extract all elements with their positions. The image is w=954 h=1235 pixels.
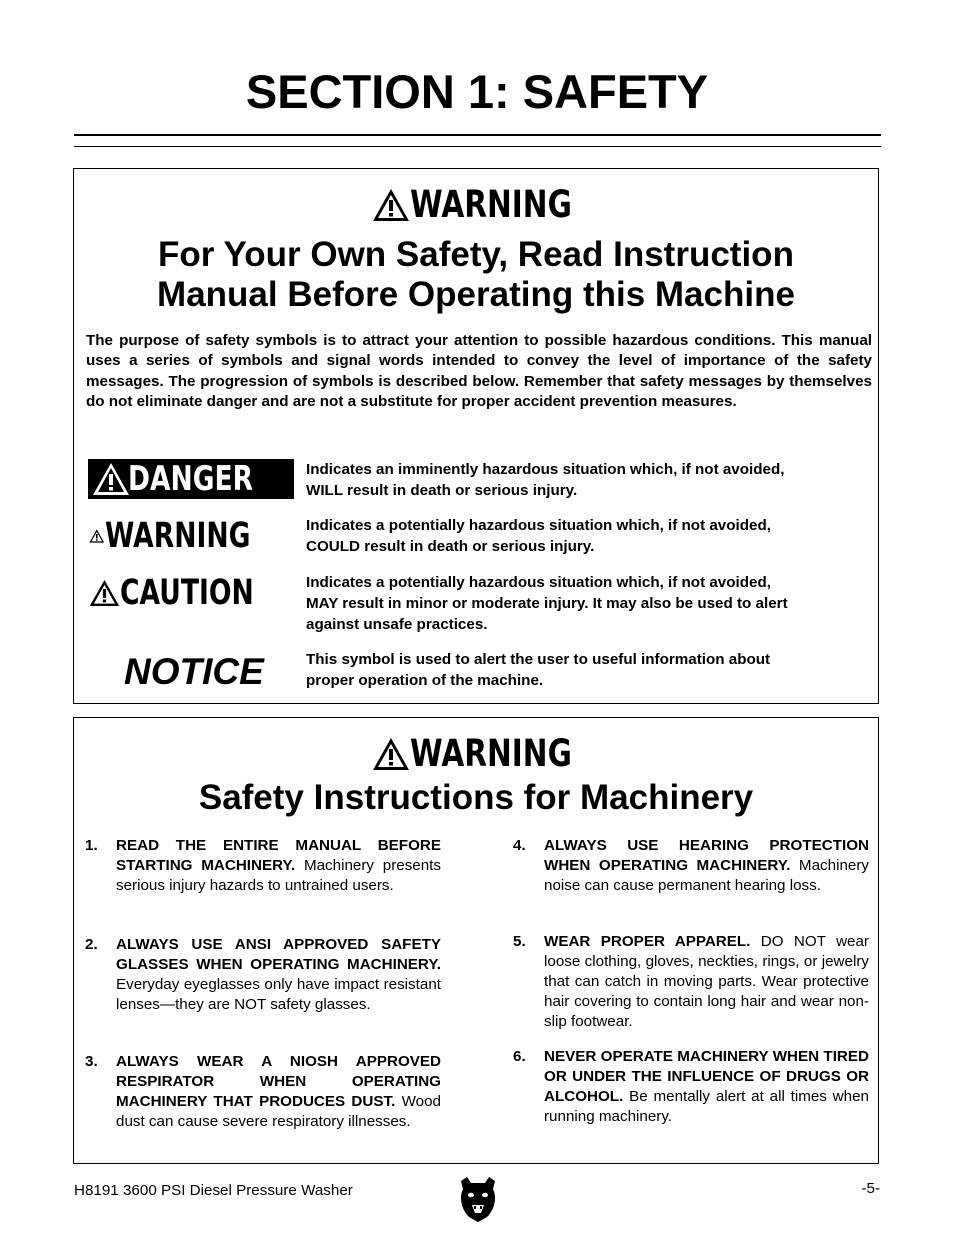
instructions-left-column: 1. READ THE ENTIRE MANUAL BEFORE STARTING MACHINERY. Machinery presents serious injury hazards to untrained users. 2. ALWAYS USE ANSI APPROVED SAFETY GLASSES WHEN OPERATING MACHINERY. Everyday eyeglasses only have impact resistant lenses—they are NOT safety glasses. 3. ALWAYS WEAR A NIOSH APPROVED RESPIRATOR WHEN OPERATING MACHINERY THAT PRODUCES DUST. Wood dust can cause severe respiratory illnesses.	[85, 837, 441, 1130]
warning-heading	[74, 732, 878, 776]
hazard-triangle-icon	[372, 188, 410, 222]
hazard-triangle-icon	[89, 520, 105, 552]
warning-symbol: WARNING	[86, 515, 296, 557]
warning-word: WARNING	[410, 732, 572, 775]
warning-word: WARNING	[410, 183, 572, 226]
hazard-triangle-icon	[92, 462, 130, 496]
hazard-triangle-icon	[89, 577, 120, 609]
danger-description: Indicates an imminently hazardous situation which, if not avoided, WILL result in death or serious injury.	[306, 461, 785, 499]
title-rule-thin	[74, 146, 881, 147]
danger-symbol: DANGER	[86, 459, 296, 501]
safety-symbols-box	[73, 168, 879, 704]
instructions-right-column: 4. ALWAYS USE HEARING PROTECTION WHEN OPERATING MACHINERY. Machinery noise can cause permanent hearing loss. 5. WEAR PROPER APPAREL. DO NOT wear loose clothing, gloves, neckties, rings, or jewelry that can catch in moving parts. Wear protective hair covering to contain long hair and wear non-slip footwear. 6. NEVER OPERATE MACHINERY WHEN TIRED OR UNDER THE INFLUENCE OF DRUGS OR ALCOHOL. Be mentally alert at all times when running machinery.	[513, 837, 869, 1125]
caution-description: Indicates a potentially hazardous situation which, if not avoided, MAY result in minor or moderate injury. It may also be used to alert against unsafe practices.	[306, 574, 788, 633]
page-title: SECTION 1: SAFETY	[245, 65, 709, 118]
box1-title: For Your Own Safety, Read Instruction Manual Before Operating this Machine	[157, 235, 795, 314]
intro-paragraph: The purpose of safety symbols is to attract your attention to possible hazardous conditions. This manual uses a series of symbols and signal words intended to convey the level of importance of the safety messages. The progression of symbols is described below. Remember that safety messages by themselves do not eliminate danger and are not a substitute for proper accident prevention measures.	[86, 332, 872, 410]
notice-description: This symbol is used to alert the user to useful information about proper operation of the machine.	[306, 651, 771, 689]
caution-symbol: CAUTION	[86, 572, 296, 614]
notice-symbol: NOTICE	[124, 651, 264, 692]
warning-heading	[74, 183, 878, 227]
title-rule-thick	[74, 134, 881, 136]
footer-model: H8191 3600 PSI Diesel Pressure Washer	[74, 1182, 353, 1199]
box2-title: Safety Instructions for Machinery	[198, 778, 754, 817]
bear-logo-icon	[457, 1175, 499, 1223]
machinery-safety-box	[73, 717, 879, 1164]
warning-description: Indicates a potentially hazardous situation which, if not avoided, COULD result in death or serious injury.	[306, 517, 771, 555]
hazard-triangle-icon	[372, 737, 410, 771]
page-number: -5-	[861, 1180, 880, 1197]
